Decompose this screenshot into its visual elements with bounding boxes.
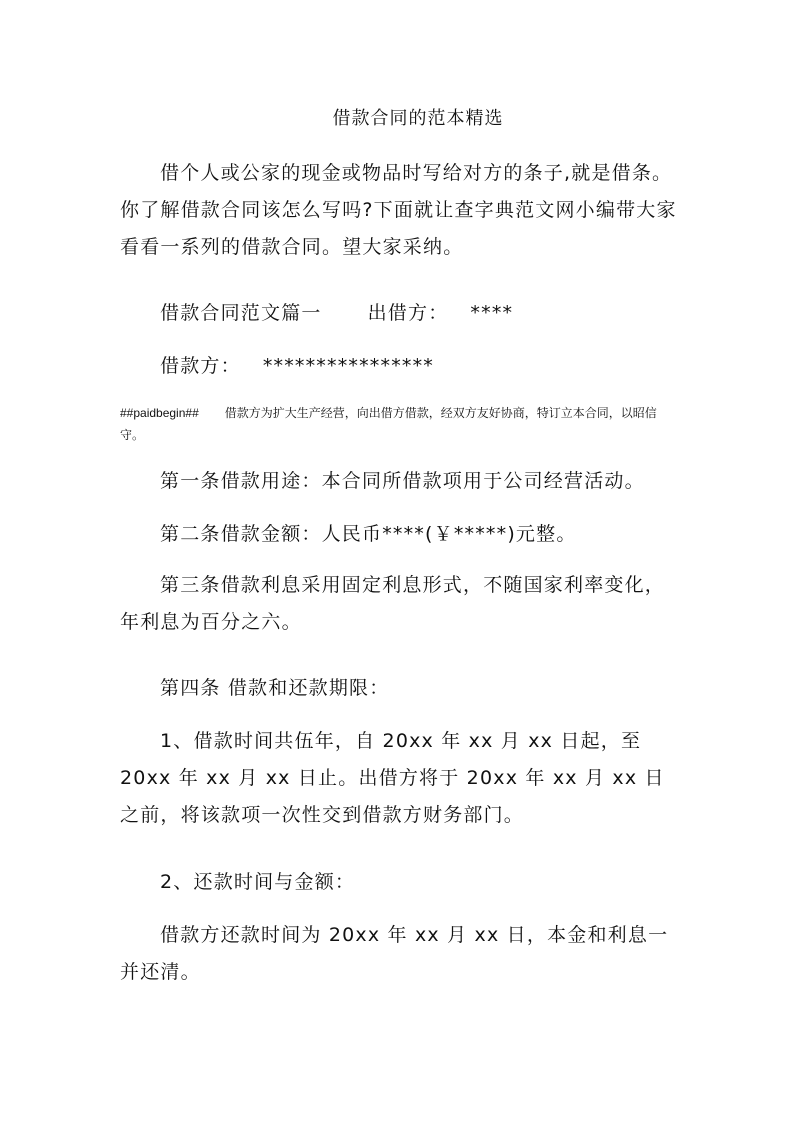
clause-4-item-2-text: 借款方还款时间为 20xx 年 xx 月 xx 日，本金和利息一并还清。 xyxy=(120,924,669,983)
document-title: 借款合同的范本精选 xyxy=(332,108,504,129)
paid-marker: ##paidbegin## xyxy=(120,406,199,420)
clause-1: 第一条借款用途：本合同所借款项用于公司经营活动。 xyxy=(160,470,645,492)
clause-4-heading: 第四条 借款和还款期限： xyxy=(160,677,390,699)
borrower-line xyxy=(160,351,434,378)
preamble-paragraph xyxy=(120,402,680,446)
clause-4-item-2-heading: 2、还款时间与金额： xyxy=(160,871,356,893)
parties-line xyxy=(160,298,513,325)
lender-value: **** xyxy=(470,302,514,324)
clause-2: 第二条借款金额：人民币****(￥*****)元整。 xyxy=(160,523,577,545)
section-label: 借款合同范文篇一 xyxy=(160,302,322,324)
clause-4-item-1: 1、借款时间共伍年，自 20xx 年 xx 月 xx 日起，至 20xx 年 xx 月 xx 日止。出借方将于 20xx 年 xx 月 xx 日之前，将该款项一次性交到借款方财务部门。 xyxy=(120,730,665,826)
borrower-value: **************** xyxy=(262,355,435,377)
clause-3: 第三条借款利息采用固定利息形式，不随国家利率变化，年利息为百分之六。 xyxy=(120,574,666,633)
preamble-text: 借款方为扩大生产经营，向出借方借款，经双方友好协商，特订立本合同，以昭信守。 xyxy=(120,406,657,442)
lender-label: 出借方： xyxy=(367,302,449,324)
intro-paragraph: 借个人或公家的现金或物品时写给对方的条子,就是借条。你了解借款合同该怎么写吗?下面就让查字典范文网小编带大家看看一系列的借款合同。望大家采纳。 xyxy=(120,162,677,258)
borrower-label: 借款方： xyxy=(160,355,241,377)
